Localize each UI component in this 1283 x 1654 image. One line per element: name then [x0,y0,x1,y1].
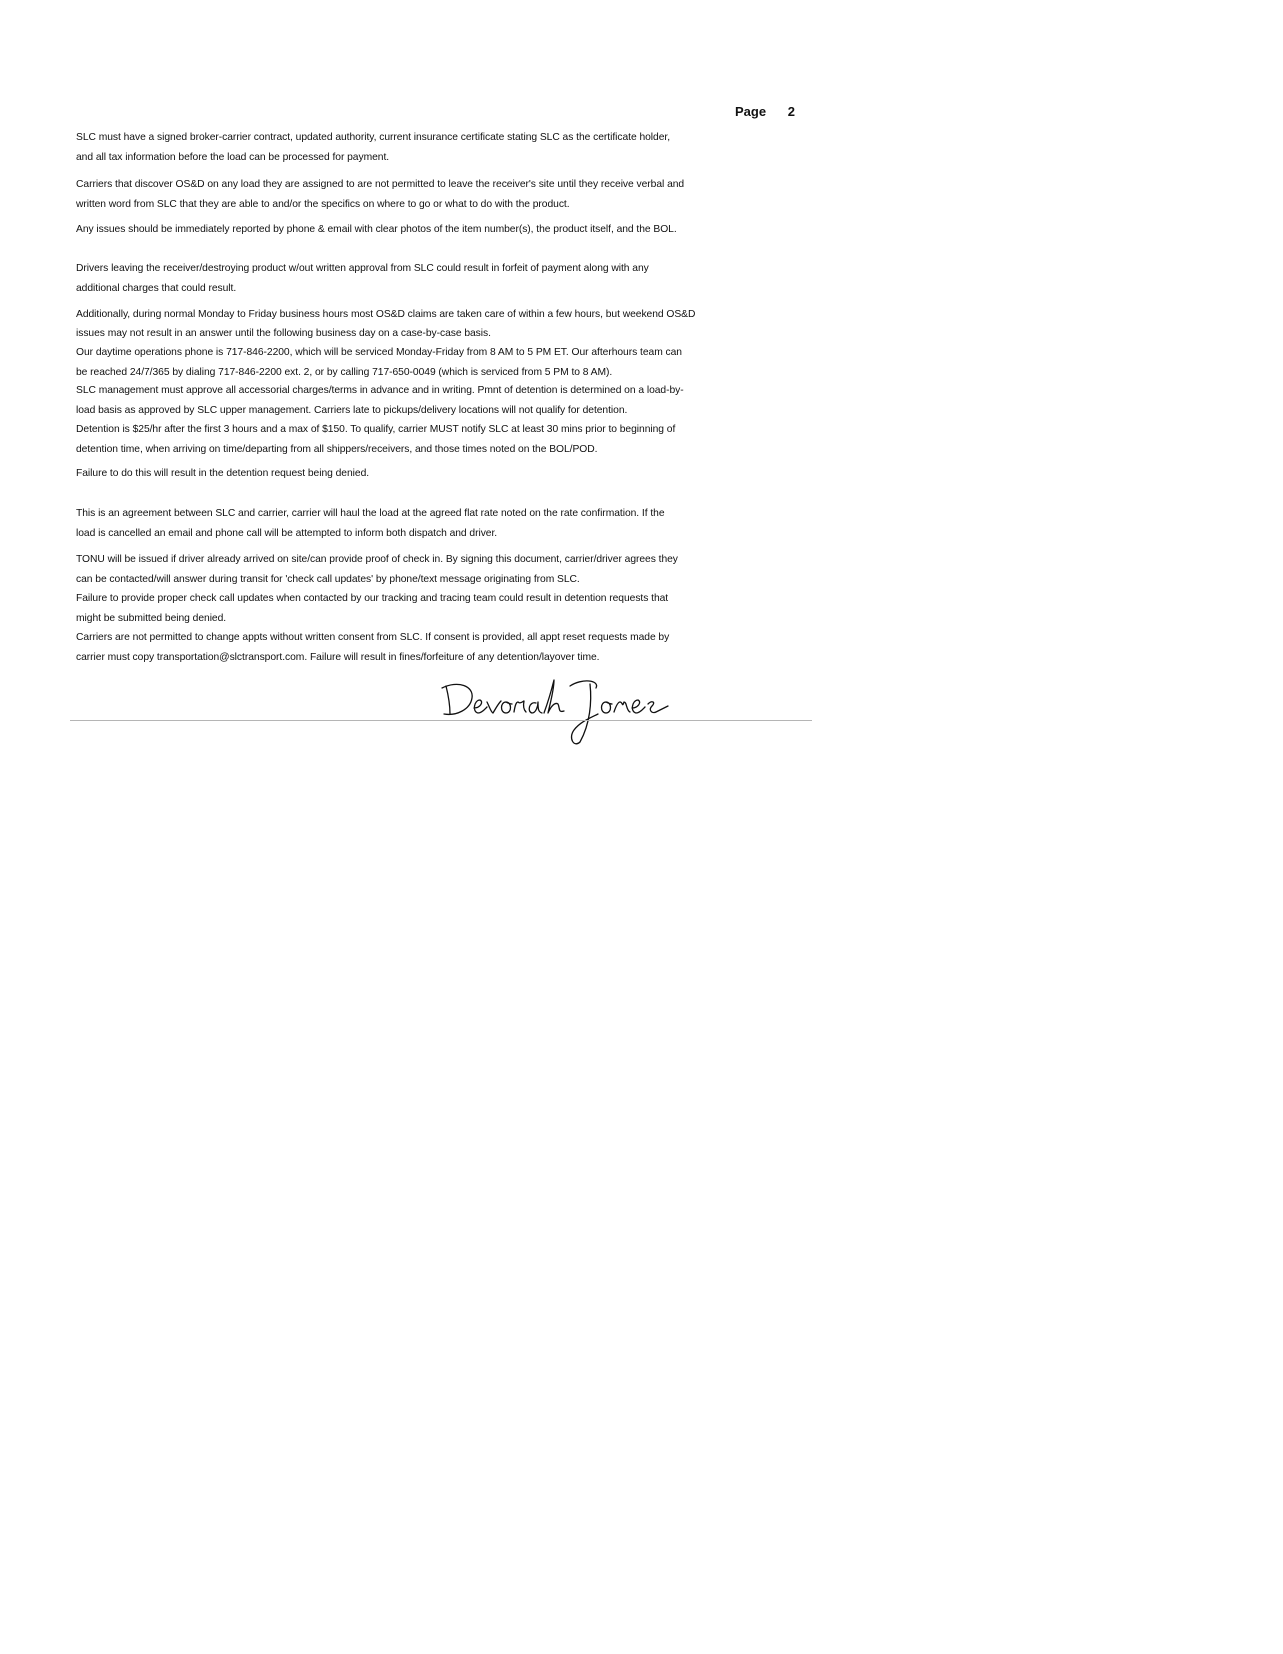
text-line: detention time, when arriving on time/departing from all shippers/receivers, and those times noted on the BOL/POD. [76,444,598,455]
page-number-value: 2 [787,104,795,119]
text-line: Carriers that discover OS&D on any load they are assigned to are not permitted to leave the receiver's site until they receive verbal and [76,179,685,190]
text-line: can be contacted/will answer during transit for 'check call updates' by phone/text message originating from SLC. [76,574,580,585]
text-line: load basis as approved by SLC upper management. Carriers late to pickups/delivery locations will not qualify for detention. [76,405,628,416]
text-line: load is cancelled an email and phone call will be attempted to inform both dispatch and driver. [76,528,498,539]
page-label: Page [735,104,767,119]
text-line: issues may not result in an answer until the following business day on a case-by-case basis. [76,328,491,339]
text-line: Detention is $25/hr after the first 3 hours and a max of $150. To qualify, carrier MUST notify SLC at least 30 mins prior to beginning of [76,424,676,435]
page-number [735,104,795,119]
text-line: Additionally, during normal Monday to Friday business hours most OS&D claims are taken care of within a few hours, but weekend OS&D [76,309,696,320]
text-line: Failure to do this will result in the detention request being denied. [76,468,370,479]
handwritten-signature [440,678,685,746]
text-line: Our daytime operations phone is 717-846-2200, which will be serviced Monday-Friday from 8 AM to 5 PM ET. Our afterhours team can [76,347,682,358]
text-line: and all tax information before the load can be processed for payment. [76,152,390,163]
signature-line [70,720,812,721]
text-line: written word from SLC that they are able to and/or the specifics on where to go or what to do with the product. [76,199,570,210]
text-line: This is an agreement between SLC and carrier, carrier will haul the load at the agreed flat rate noted on the rate confirmation. If the [76,508,665,519]
text-line: Carriers are not permitted to change appts without written consent from SLC. If consent is provided, all appt reset requests made by [76,632,670,643]
text-line: Failure to provide proper check call updates when contacted by our tracking and tracing team could result in detention requests that [76,593,669,604]
text-line: might be submitted being denied. [76,613,227,624]
text-line: TONU will be issued if driver already arrived on site/can provide proof of check in. By signing this document, carrier/driver agrees they [76,554,678,565]
text-line: Drivers leaving the receiver/destroying product w/out written approval from SLC could result in forfeit of payment along with any [76,263,649,274]
text-line: SLC management must approve all accessorial charges/terms in advance and in writing. Pmnt of detention is determined on a load-by- [76,385,684,396]
text-line: additional charges that could result. [76,283,237,294]
text-line: SLC must have a signed broker-carrier contract, updated authority, current insurance certificate stating SLC as the certificate holder, [76,132,671,143]
text-line: Any issues should be immediately reported by phone & email with clear photos of the item number(s), the product itself, and the BOL. [76,224,677,235]
text-line: be reached 24/7/365 by dialing 717-846-2200 ext. 2, or by calling 717-650-0049 (which is serviced from 5 PM to 8 AM). [76,367,613,378]
text-line: carrier must copy transportation@slctransport.com. Failure will result in fines/forfeiture of any detention/layover time. [76,652,600,663]
